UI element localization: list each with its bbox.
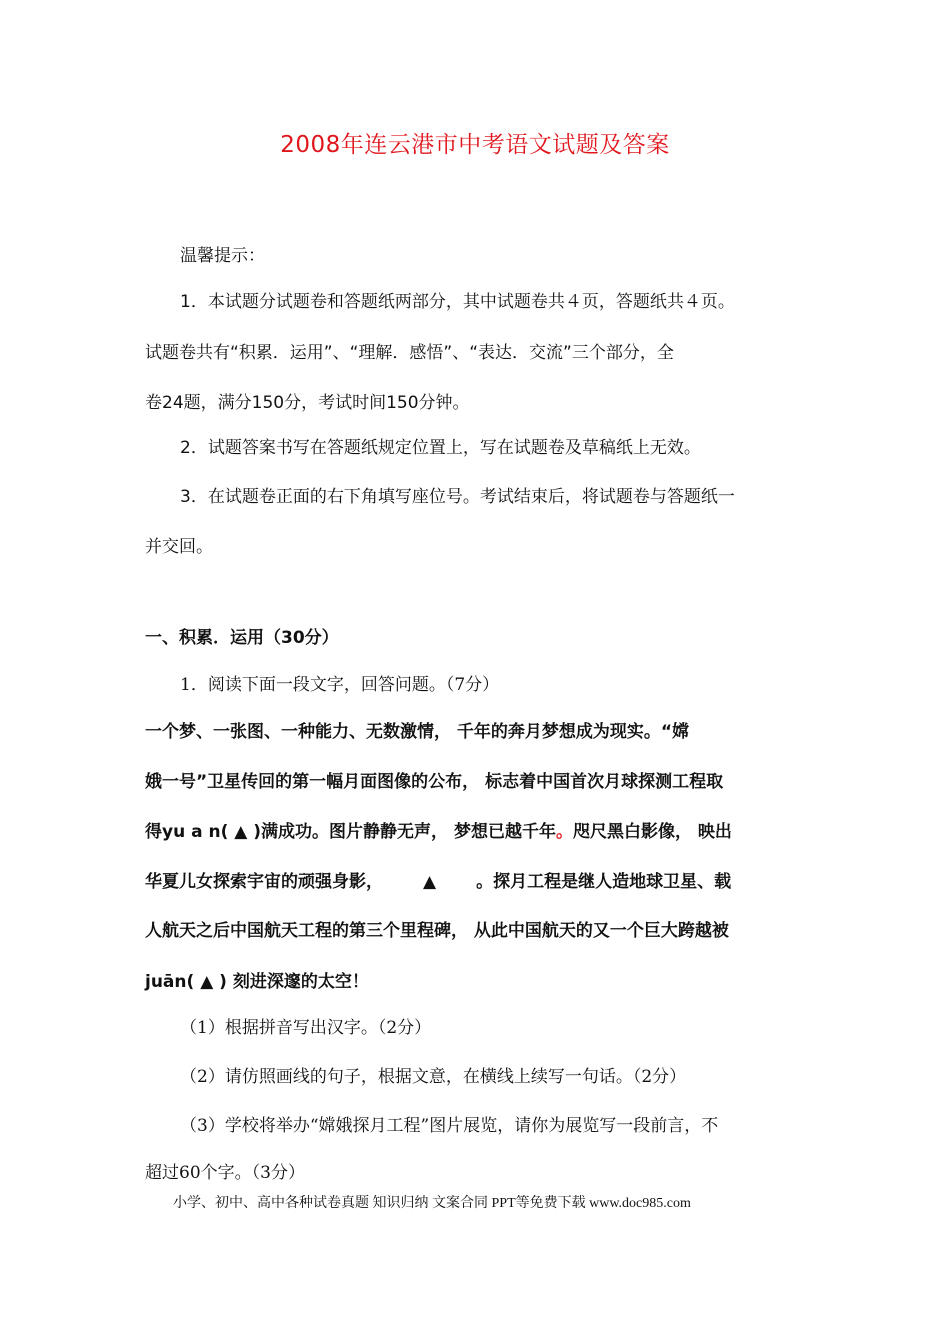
passage-line-4 [145,870,731,894]
tip-3-line-2: 并交回。 [145,537,213,557]
passage-line-2: 娥一号”卫星传回的第一幅月面图像的公布， 标志着中国首次月球探测工程取 [145,772,724,792]
red-period: 。 [555,822,573,842]
passage-line-5: 人航天之后中国航天工程的第三个里程碑， 从此中国航天的又一个巨大跨越被 [145,921,729,941]
passage-line-1: 一个梦、一张图、一种能力、无数激情， 千年的奔月梦想成为现实。“嫦 [145,722,690,742]
tips-heading: 温馨提示： [180,246,265,266]
sub-question-3-line-2: 超过60个字。（3分） [145,1163,305,1183]
tip-1-line-1: 1．本试题分试题卷和答题纸两部分，其中试题卷共４页，答题纸共４页。 [180,292,735,312]
passage-line-3-start: 得yu a n( ▲ )满成功。图片静静无声， 梦想已越千年 [145,822,556,842]
passage-line-3-end: 咫尺黑白影像， 映出 [572,822,732,842]
tip-3-line-1: 3．在试题卷正面的右下角填写座位号。考试结束后，将试题卷与答题纸一 [180,487,735,507]
blank-triangle-marker: ▲ [423,872,437,892]
question-1: 1．阅读下面一段文字，回答问题。（7分） [180,675,500,695]
document-title: 2008年连云港市中考语文试题及答案 [280,132,670,158]
sub-question-3-line-1: （3）学校将举办“嫦娥探月工程”图片展览，请你为展览写一段前言，不 [180,1116,719,1136]
sub-question-1: （1）根据拼音写出汉字。（2分） [180,1018,432,1038]
sub-question-2: （2）请仿照画线的句子，根据文意，在横线上续写一句话。（2分） [180,1067,687,1087]
passage-line-3 [145,820,732,844]
section-heading: 一、积累．运用（30分） [145,628,339,648]
tip-1-line-3: 卷24题，满分150分，考试时间150分钟。 [145,393,470,413]
tip-2: 2．试题答案书写在答题纸规定位置上，写在试题卷及草稿纸上无效。 [180,438,701,458]
page-footer: 小学、初中、高中各种试卷真题 知识归纳 文案合同 PPT等免费下载 www.doc985.com [173,1196,691,1211]
passage-line-6: juān( ▲ ) 刻进深邃的太空！ [145,972,369,992]
passage-line-4-end: 。探月工程是继人造地球卫星、载 [476,872,732,892]
passage-line-4-start: 华夏儿女探索宇宙的顽强身影， [145,872,383,892]
tip-1-line-2: 试题卷共有“积累．运用”、“理解．感悟”、“表达．交流”三个部分，全 [145,343,674,363]
